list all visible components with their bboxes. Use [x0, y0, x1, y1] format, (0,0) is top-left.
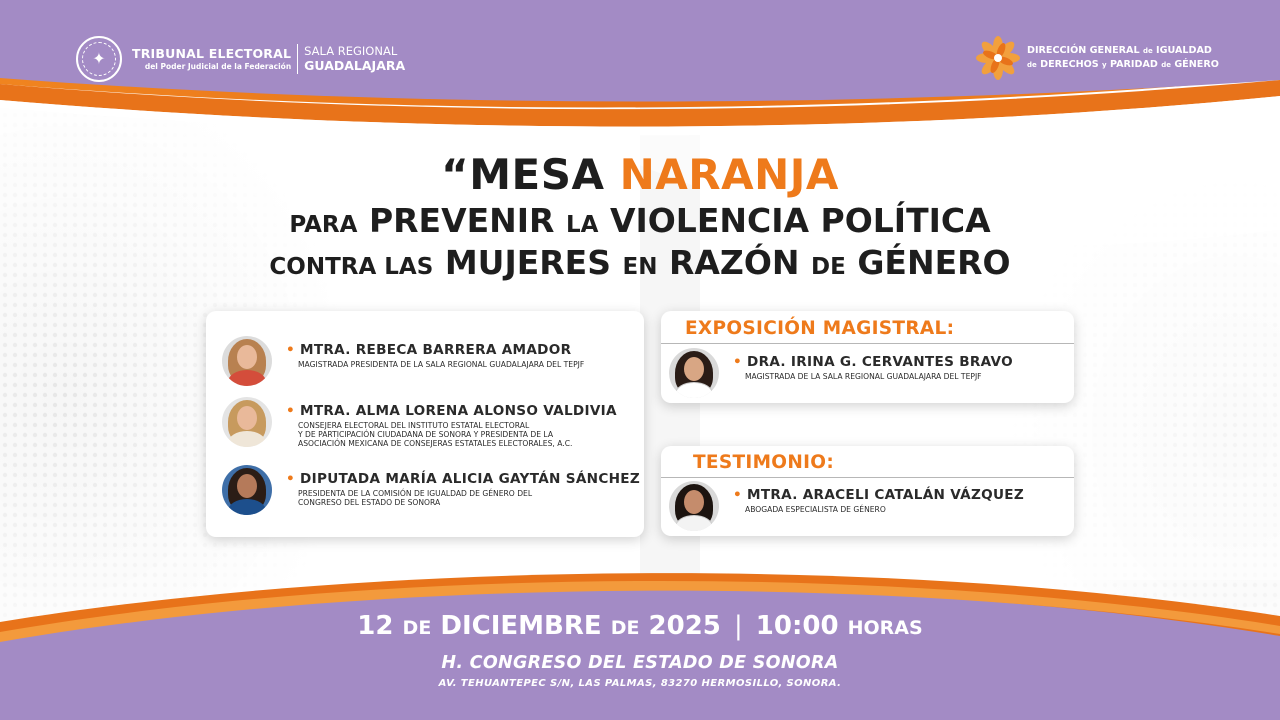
tribunal-line1: TRIBUNAL ELECTORAL: [132, 45, 292, 61]
tribunal-name: [132, 47, 291, 72]
panelist-name: • MTRA. ALMA LORENA ALONSO VALDIVIA: [286, 403, 617, 419]
direccion-text: de: [1142, 47, 1153, 55]
title-word: DE: [811, 254, 846, 280]
title-mesa: MESA: [469, 150, 605, 199]
direccion-name: [1027, 44, 1219, 72]
event-connector: DE: [610, 617, 640, 639]
event-title-line3: [0, 243, 1280, 282]
logo-divider: [297, 44, 298, 74]
direccion-line2: [1027, 58, 1219, 72]
panelist-item: [222, 397, 617, 448]
exposicion-heading: EXPOSICIÓN MAGISTRAL:: [685, 318, 955, 339]
speaker-role-line: MAGISTRADA DE LA SALA REGIONAL GUADALAJARA DEL TEPJF: [745, 372, 982, 381]
speaker-name-text: DRA. IRINA G. CERVANTES BRAVO: [747, 354, 1013, 370]
title-word: VIOLENCIA POLÍTICA: [609, 201, 991, 240]
testimonio-heading: TESTIMONIO:: [693, 452, 835, 473]
avatar: [222, 397, 272, 447]
tribunal-logo: [76, 36, 405, 82]
panelist-name-text: DIPUTADA MARÍA ALICIA GAYTÁN SÁNCHEZ: [300, 471, 641, 487]
title-word: GÉNERO: [857, 243, 1011, 282]
event-date-time: [0, 611, 1280, 641]
event-time: 10:00: [755, 611, 839, 641]
speaker-role: [745, 505, 1024, 514]
title-word: EN: [622, 254, 658, 280]
speaker-name: • DRA. IRINA G. CERVANTES BRAVO: [733, 354, 1013, 370]
sala-line2: GUADALAJARA: [304, 58, 406, 73]
avatar: [669, 348, 719, 398]
speaker-name: • MTRA. ARACELI CATALÁN VÁZQUEZ: [733, 487, 1025, 503]
panelist-role-line: MAGISTRADA PRESIDENTA DE LA SALA REGIONAL GUADALAJARA DEL TEPJF: [298, 360, 585, 369]
event-time-unit: HORAS: [847, 617, 923, 639]
direccion-line1: [1027, 44, 1219, 58]
panelist-role-line: ASOCIACIÓN MEXICANA DE CONSEJERAS ESTATALES ELECTORALES, A.C.: [298, 439, 573, 448]
avatar: [222, 336, 272, 386]
panelist-item: [222, 465, 640, 515]
title-word: PREVENIR: [368, 201, 555, 240]
event-title-line2: [0, 201, 1280, 240]
event-month: DICIEMBRE: [440, 611, 602, 641]
title-word: LA: [565, 212, 599, 238]
panelist-role: [298, 360, 584, 369]
divider: [661, 343, 1074, 344]
event-day: 12: [357, 611, 394, 641]
divider: [661, 477, 1074, 478]
panelist-role-line: CONSEJERA ELECTORAL DEL INSTITUTO ESTATAL ELECTORAL: [298, 421, 530, 430]
sala-line1: SALA REGIONAL: [304, 44, 398, 58]
title-word: RAZÓN: [668, 243, 800, 282]
speaker-role-line: ABOGADA ESPECIALISTA DE GÉNERO: [745, 505, 886, 514]
speaker-role: [745, 372, 1013, 381]
orange-flower-icon: [974, 34, 1022, 82]
speaker-item: [669, 481, 1024, 531]
panelist-name-text: MTRA. REBECA BARRERA AMADOR: [300, 342, 572, 358]
sala-name: [304, 45, 405, 73]
testimonio-card: [661, 446, 1074, 536]
panelists-card: [206, 311, 644, 537]
avatar: [669, 481, 719, 531]
exposicion-magistral-card: [661, 311, 1074, 403]
title-quote: “: [441, 150, 470, 199]
panelist-role-line: Y DE PARTICIPACIÓN CIUDADANA DE SONORA Y PRESIDENTA DE LA: [298, 430, 554, 439]
direccion-logo: [974, 34, 1219, 82]
event-address: AV. TEHUANTEPEC S/N, LAS PALMAS, 83270 HERMOSILLO, SONORA.: [438, 678, 842, 689]
date-time-separator: |: [733, 611, 743, 641]
title-naranja: NARANJA: [619, 150, 839, 199]
panelist-name: • MTRA. REBECA BARRERA AMADOR: [286, 342, 572, 358]
avatar: [222, 465, 272, 515]
panelist-role-line: CONGRESO DEL ESTADO DE SONORA: [298, 498, 441, 507]
direccion-text: DIRECCIÓN GENERAL: [1027, 45, 1140, 56]
event-venue: H. CONGRESO DEL ESTADO DE SONORA: [441, 653, 839, 673]
panelist-role-line: PRESIDENTA DE LA COMISIÓN DE IGUALDAD DE GÉNERO DEL: [298, 489, 533, 498]
coat-of-arms-seal-icon: ✦: [76, 36, 122, 82]
panelist-name-text: MTRA. ALMA LORENA ALONSO VALDIVIA: [300, 403, 617, 419]
direccion-text: GÉNERO: [1174, 59, 1219, 70]
event-connector: DE: [402, 617, 432, 639]
direccion-text: DERECHOS: [1040, 59, 1099, 70]
event-year: 2025: [648, 611, 721, 641]
direccion-text: de: [1027, 61, 1037, 69]
title-word: CONTRA LAS: [269, 254, 434, 280]
panelist-item: [222, 336, 584, 386]
panelist-role: [298, 489, 640, 507]
direccion-text: de: [1161, 61, 1171, 69]
title-word: PARA: [289, 212, 358, 238]
event-title-line1: [0, 150, 1280, 199]
panelist-name: • DIPUTADA MARÍA ALICIA GAYTÁN SÁNCHEZ: [286, 471, 641, 487]
direccion-text: IGUALDAD: [1156, 45, 1212, 56]
tribunal-line2: del Poder Judicial de la Federación: [144, 61, 292, 71]
panelist-role: [298, 421, 617, 448]
title-word: MUJERES: [444, 243, 611, 282]
direccion-text: y: [1102, 61, 1107, 69]
speaker-name-text: MTRA. ARACELI CATALÁN VÁZQUEZ: [747, 487, 1025, 503]
speaker-item: [669, 348, 1013, 398]
direccion-text: PARIDAD: [1109, 59, 1158, 70]
